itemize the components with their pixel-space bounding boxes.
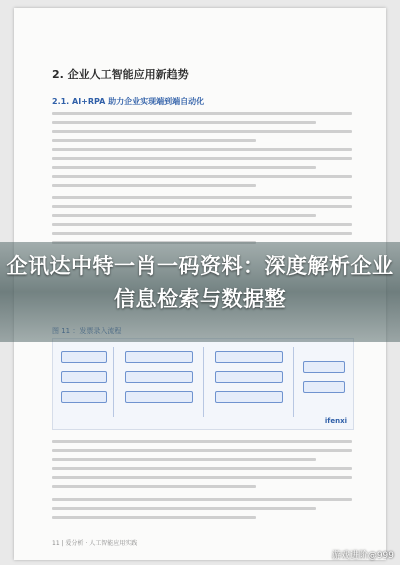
- invoice-flow-diagram: [52, 338, 354, 430]
- paragraph-1: [52, 112, 352, 148]
- watermark: 游戏进阶@999: [331, 551, 394, 561]
- paragraph-4: [52, 440, 352, 494]
- paragraph-5: [52, 498, 352, 525]
- figure-brand: ifenxi: [324, 417, 347, 425]
- headline-title: 企讯达中特一肖一码资料：深度解析企业信息检索与数据整: [6, 254, 394, 311]
- section-title: 2. 企业人工智能应用新趋势: [52, 68, 189, 81]
- subsection-title: 2.1. AI+RPA 助力企业实现端到端自动化: [52, 97, 205, 106]
- page-footer: 11 | 爱分析 · 人工智能应用实践: [52, 540, 138, 547]
- paragraph-2: [52, 148, 352, 193]
